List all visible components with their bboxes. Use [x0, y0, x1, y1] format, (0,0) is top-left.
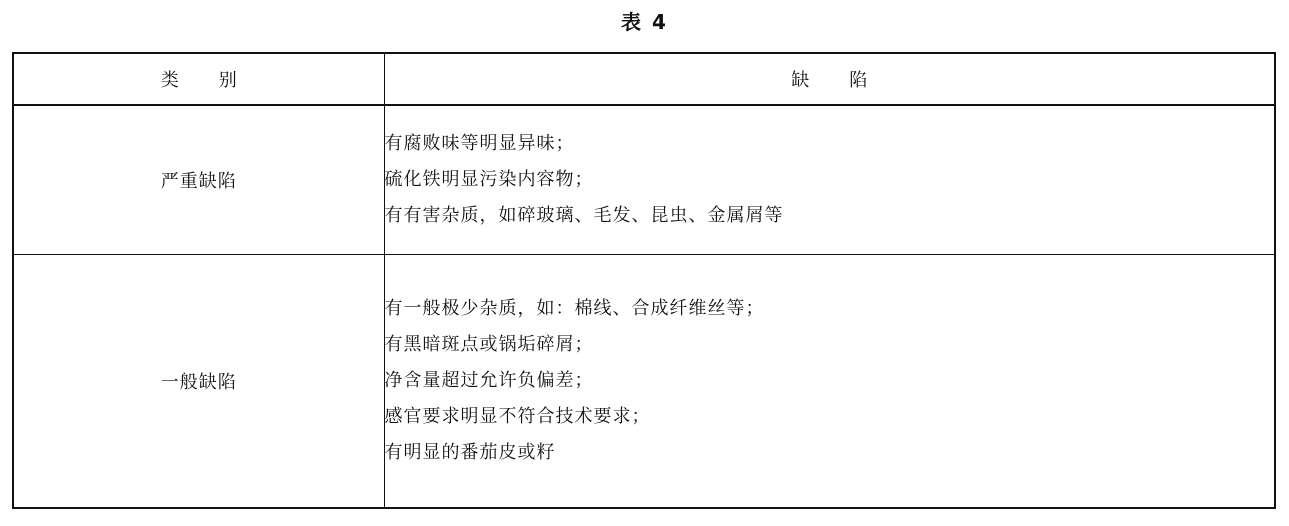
- defect-item: 有黑暗斑点或锅垢碎屑；: [384, 334, 594, 355]
- header-category-label: 类别: [160, 70, 277, 91]
- defect-item: 感官要求明显不符合技术要求；: [384, 406, 651, 427]
- defect-item: 净含量超过允许负偏差；: [384, 370, 594, 391]
- defect-item: 有有害杂质，如碎玻璃、毛发、昆虫、金属屑等: [384, 205, 784, 226]
- table-header-row: [13, 53, 1275, 105]
- defect-item: 有明显的番茄皮或籽: [384, 442, 556, 463]
- header-defect: [384, 53, 1275, 105]
- category-cell-general: 一般缺陷: [13, 255, 384, 509]
- header-defect-label: 缺陷: [791, 70, 908, 91]
- table-title: 表 4: [621, 10, 668, 34]
- defect-item: 有一般极少杂质，如：棉线、合成纤维丝等；: [384, 298, 765, 319]
- defects-cell-general: [384, 255, 1275, 509]
- category-cell-severe: 严重缺陷: [13, 105, 384, 255]
- defect-item: 有腐败味等明显异味；: [384, 133, 575, 154]
- defect-item: 硫化铁明显污染内容物；: [384, 169, 594, 190]
- table-row-severe: [13, 105, 1275, 255]
- defect-classification-table: [12, 52, 1276, 509]
- table-row-general: [13, 255, 1275, 509]
- defects-cell-severe: [384, 105, 1275, 255]
- header-category: [13, 53, 384, 105]
